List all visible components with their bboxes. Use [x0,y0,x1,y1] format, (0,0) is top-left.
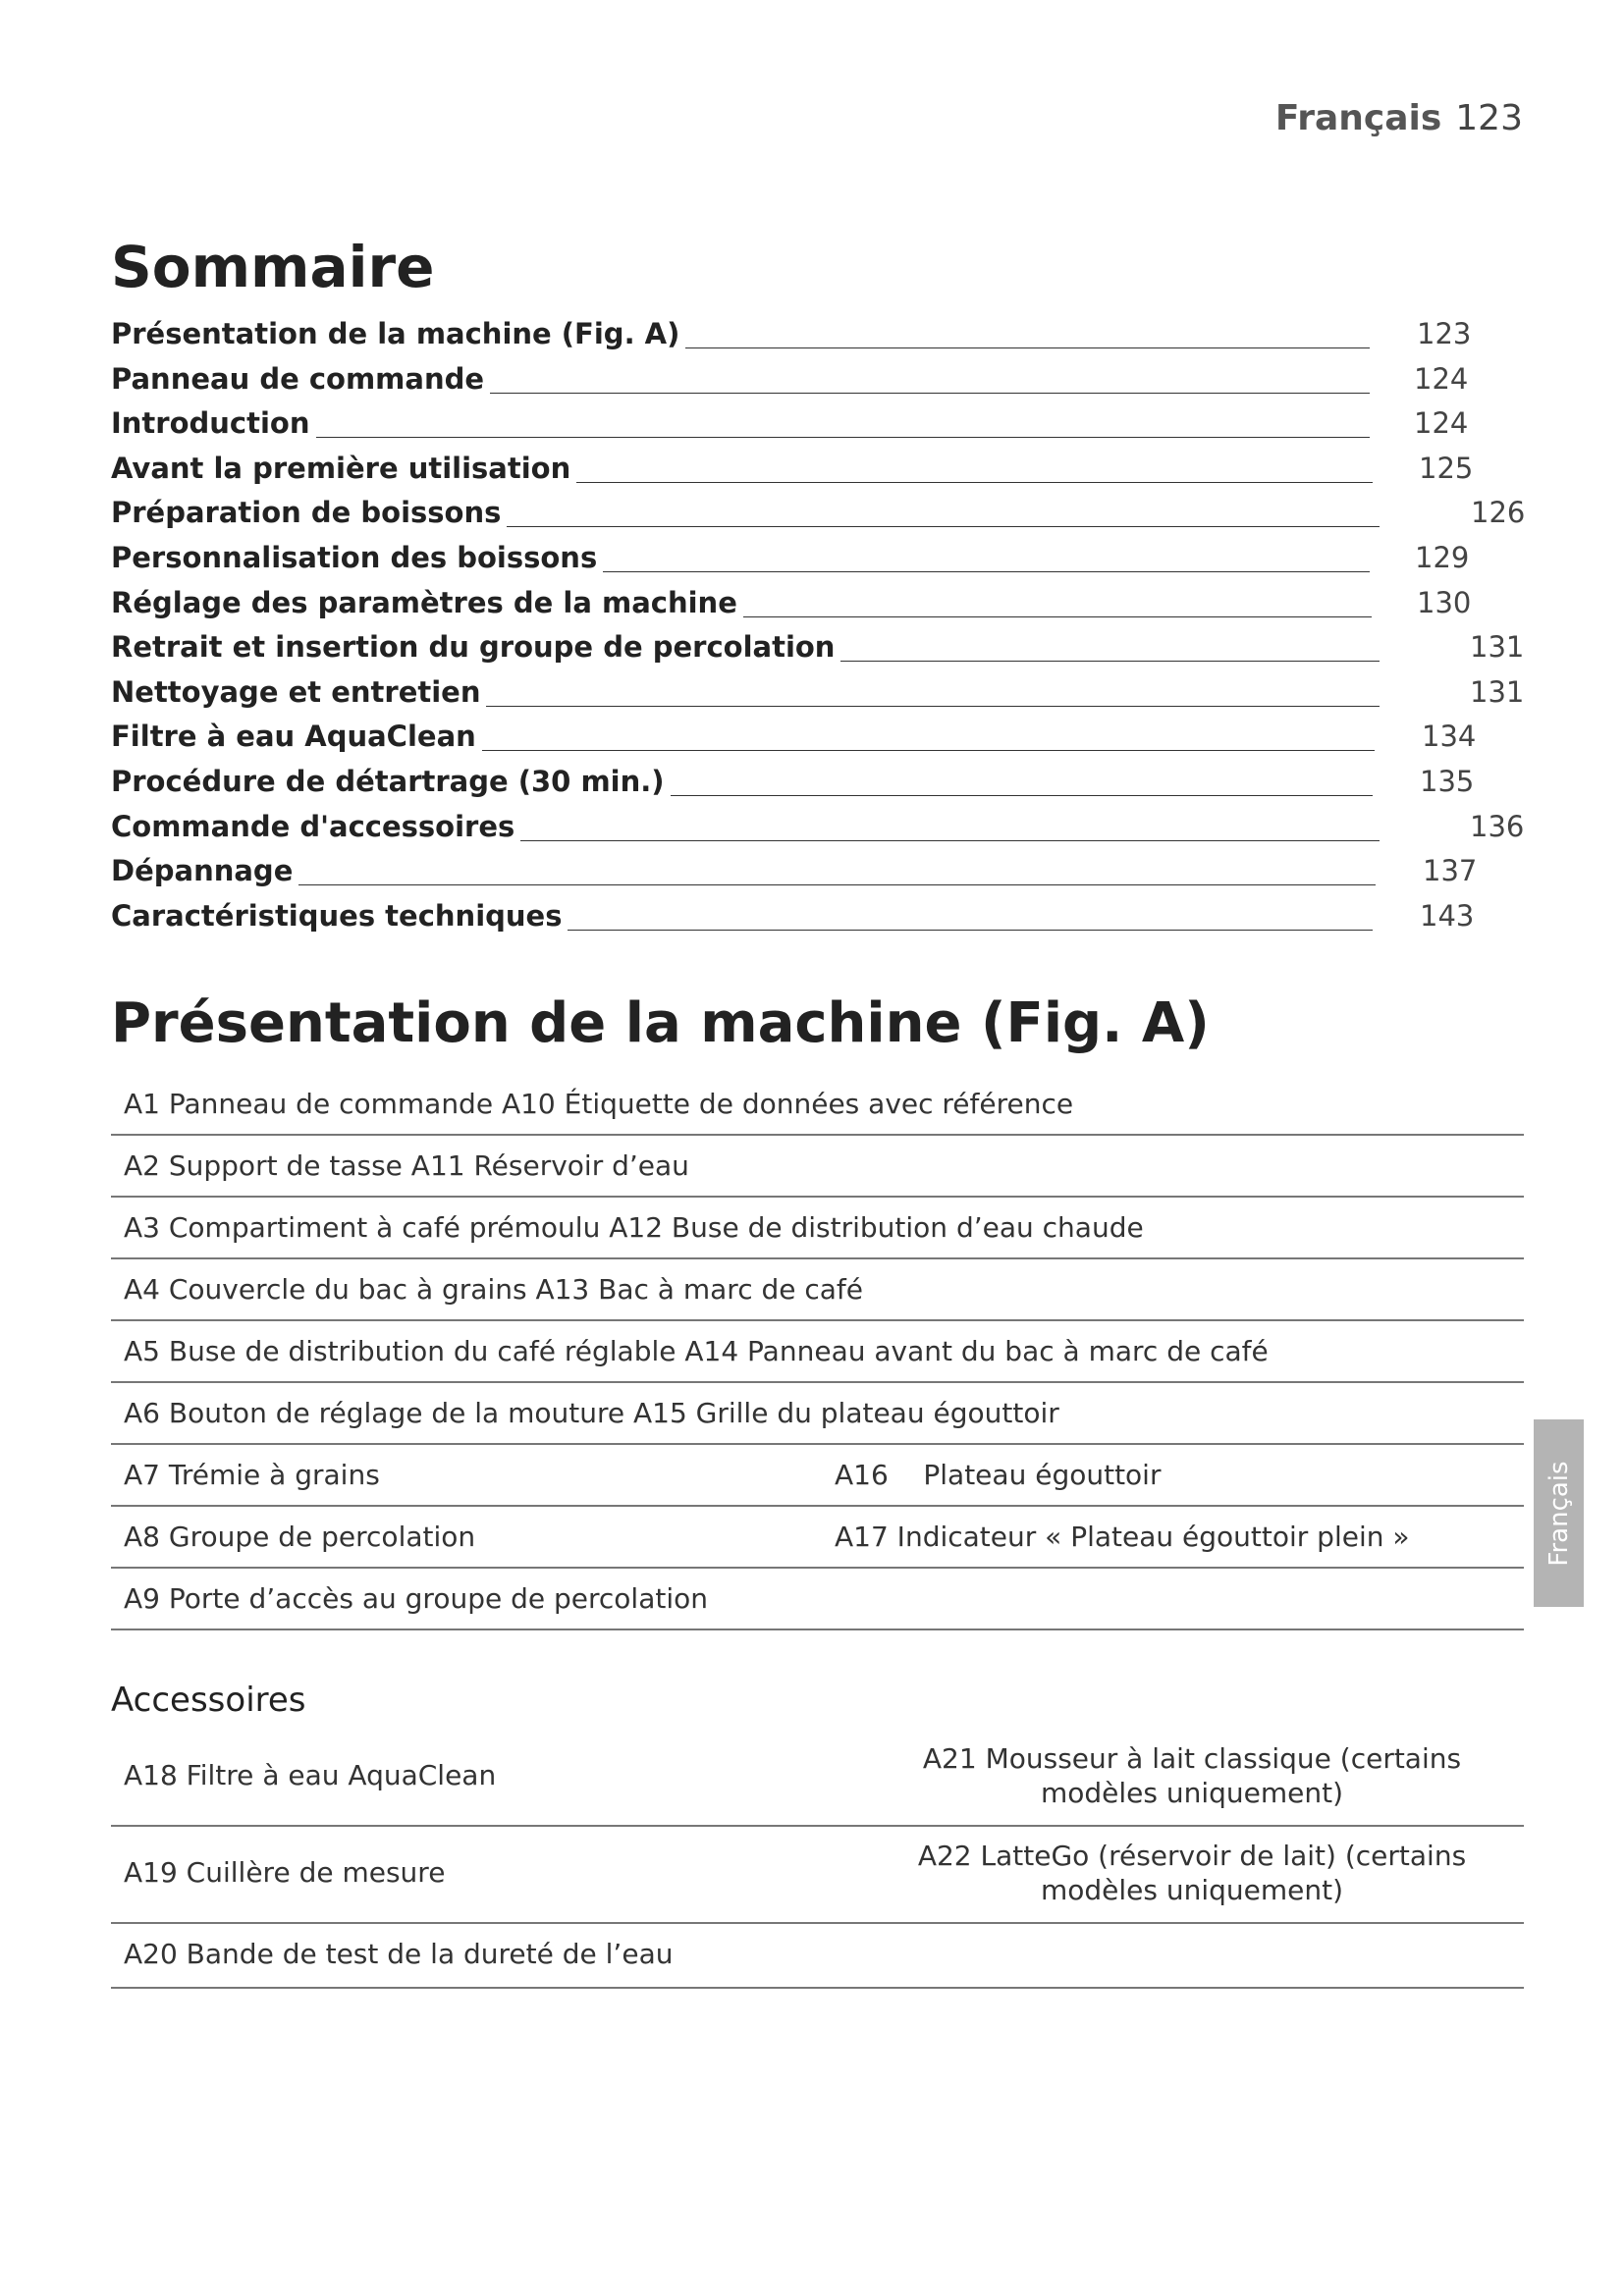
running-header [1275,98,1523,138]
toc-leader [482,750,1375,751]
parts-cell: A9 Porte d’accès au groupe de percolation [111,1568,1524,1629]
toc-leader [603,571,1370,572]
toc-entry[interactable] [111,447,1525,492]
toc-entry-page: 136 [1470,809,1525,843]
toc-leader [743,616,1372,617]
accessory-cell [860,1826,1524,1923]
accessory-cell [860,1730,1524,1826]
parts-cell: A4 Couvercle du bac à grains A13 Bac à marc de café [111,1258,1524,1320]
accessory-line: modèles uniquement) [1040,1776,1344,1809]
toc-entry-label: Introduction [111,406,310,441]
toc-leader [685,347,1370,348]
toc-leader [298,884,1376,885]
toc-entry[interactable] [111,760,1525,805]
toc-entry[interactable] [111,670,1525,716]
toc-entry[interactable] [111,357,1525,402]
overview-title: Présentation de la machine (Fig. A) [111,991,1210,1055]
toc-entry-page: 124 [1414,406,1469,441]
toc-entry[interactable] [111,401,1525,447]
parts-cell: A16 Plateau égouttoir [835,1444,1524,1506]
toc-leader [316,437,1370,438]
accessory-cell: A18 Filtre à eau AquaClean [111,1730,860,1826]
table-row [111,1506,1524,1568]
toc-entry-page: 135 [1420,764,1475,798]
toc-entry-page: 134 [1422,720,1477,754]
table-row [111,1444,1524,1506]
parts-cell: A8 Groupe de percolation [111,1506,835,1568]
toc-entry[interactable] [111,849,1525,894]
table-row [111,1826,1524,1923]
toc-entry-label: Nettoyage et entretien [111,674,481,709]
table-row [111,1258,1524,1320]
table-row [111,1923,1524,1988]
toc-entry-page: 131 [1470,630,1525,665]
toc-entry-label: Retrait et insertion du groupe de percolation [111,630,836,665]
toc-leader [507,526,1380,527]
toc-title: Sommaire [111,234,435,300]
toc-leader [490,393,1370,394]
table-row [111,1074,1524,1135]
table-row [111,1197,1524,1258]
toc-entry[interactable] [111,805,1525,850]
toc-entry-label: Procédure de détartrage (30 min.) [111,764,665,798]
parts-cell: A5 Buse de distribution du café réglable A14 Panneau avant du bac à marc de café [111,1320,1524,1382]
language-side-tab [1534,1419,1584,1607]
toc-entry-label: Caractéristiques techniques [111,898,563,933]
toc-entry-page: 131 [1470,674,1525,709]
accessories-table [111,1730,1524,1989]
accessory-line: modèles uniquement) [1040,1873,1344,1906]
toc-entry-page: 124 [1414,361,1469,396]
toc-entry-page: 123 [1417,317,1472,350]
table-row [111,1568,1524,1629]
toc-entry[interactable] [111,312,1525,357]
parts-cell: A6 Bouton de réglage de la mouture A15 Grille du plateau égouttoir [111,1382,1524,1444]
toc-leader [520,840,1380,841]
toc-entry-page: 129 [1415,540,1470,574]
parts-table [111,1074,1524,1630]
toc-entry-page: 137 [1423,854,1478,888]
accessory-cell: A19 Cuillère de mesure [111,1826,860,1923]
toc-entry[interactable] [111,894,1525,939]
table-row [111,1382,1524,1444]
toc-entry-page: 125 [1419,451,1474,485]
toc-entry-page: 126 [1471,496,1526,530]
accessory-line: A21 Mousseur à lait classique (certains [922,1741,1462,1775]
toc-entry-label: Personnalisation des boissons [111,540,598,574]
toc-entry-label: Commande d'accessoires [111,809,515,843]
accessory-cell: A20 Bande de test de la dureté de l’eau [111,1923,1524,1988]
toc-entry[interactable] [111,625,1525,670]
toc-entry-page: 143 [1420,898,1475,933]
table-row [111,1135,1524,1197]
parts-cell: A7 Trémie à grains [111,1444,835,1506]
table-row [111,1320,1524,1382]
toc-leader [576,482,1373,483]
side-tab-label: Français [1543,1460,1574,1567]
toc-entry-label: Avant la première utilisation [111,451,571,485]
parts-cell: A2 Support de tasse A11 Réservoir d’eau [111,1135,1524,1197]
accessory-line: A22 LatteGo (réservoir de lait) (certains [917,1839,1467,1872]
toc-entry-label: Dépannage [111,854,294,888]
toc-leader [840,661,1380,662]
toc-entry[interactable] [111,536,1525,581]
toc-entry-label: Préparation de boissons [111,496,502,530]
toc-list [111,312,1525,938]
parts-cell: A17 Indicateur « Plateau égouttoir plein » [835,1506,1524,1568]
toc-entry[interactable] [111,491,1525,536]
toc-entry[interactable] [111,715,1525,760]
toc-leader [486,706,1380,707]
header-page-number: 123 [1455,98,1523,138]
toc-leader [671,795,1373,796]
parts-cell: A1 Panneau de commande A10 Étiquette de données avec référence [111,1074,1524,1135]
toc-entry[interactable] [111,581,1525,626]
toc-leader [568,930,1373,931]
toc-entry-label: Présentation de la machine (Fig. A) [111,317,680,350]
toc-entry-page: 130 [1417,585,1472,619]
parts-cell: A3 Compartiment à café prémoulu A12 Buse de distribution d’eau chaude [111,1197,1524,1258]
toc-entry-label: Panneau de commande [111,361,485,396]
toc-entry-label: Réglage des paramètres de la machine [111,585,737,619]
header-language: Français [1274,98,1442,138]
toc-entry-label: Filtre à eau AquaClean [111,720,476,754]
accessories-title: Accessoires [111,1681,306,1720]
table-row [111,1730,1524,1826]
